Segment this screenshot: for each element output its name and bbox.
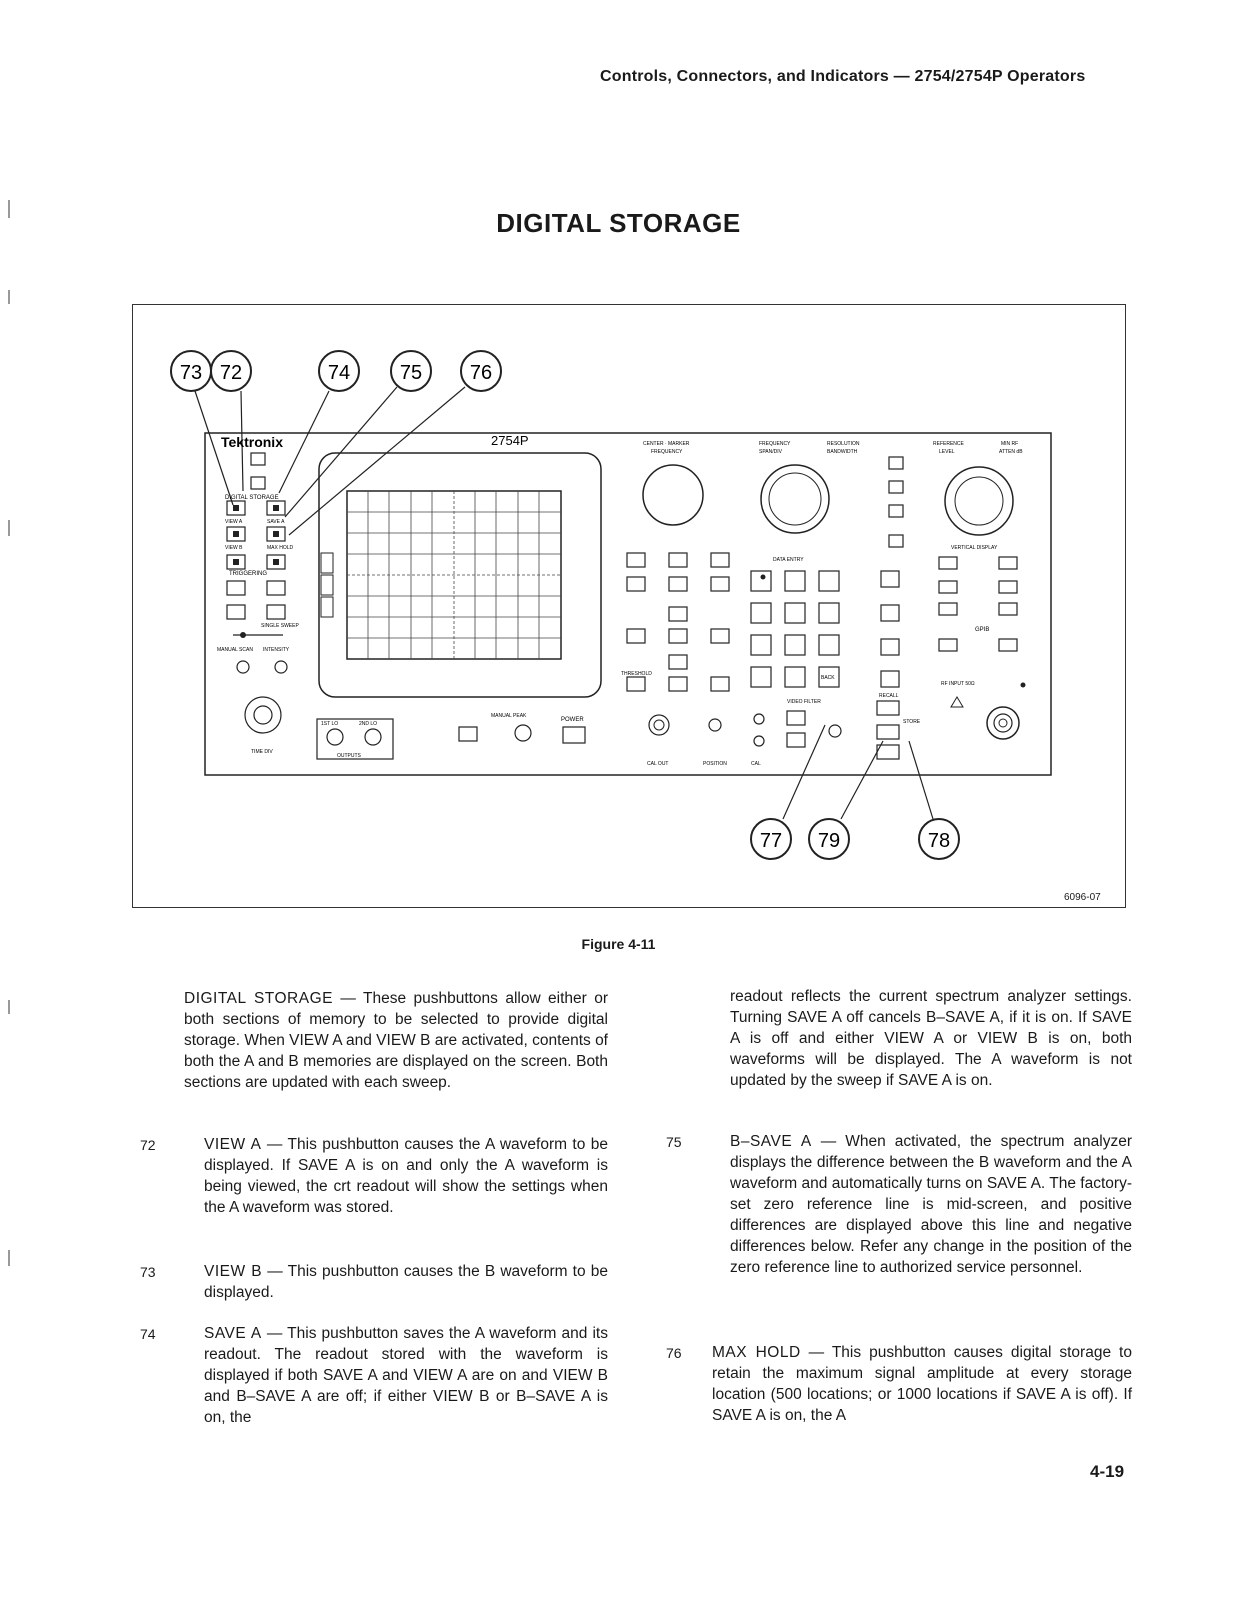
label-span-div: SPAN/DIV — [759, 449, 782, 455]
callout-73 — [171, 351, 211, 391]
label-store: STORE — [903, 719, 921, 725]
callout-77 — [751, 819, 791, 859]
label-vertical-display: VERTICAL DISPLAY — [951, 545, 998, 551]
running-header: Controls, Connectors, and Indicators — 2754/2754P Operators — [600, 68, 1086, 85]
callout-78 — [919, 819, 959, 859]
callout-label: 76 — [469, 362, 493, 384]
label-digital-storage: DIGITAL STORAGE — [225, 495, 279, 501]
label-triggering: TRIGGERING — [229, 571, 268, 577]
label-output-1: 1ST LO — [321, 721, 339, 727]
item-term: B–SAVE A — [730, 1133, 812, 1150]
cal-out-connector — [649, 715, 669, 735]
callout-label: 73 — [179, 362, 203, 384]
label-level: LEVEL — [939, 449, 955, 455]
item-74-text — [204, 1323, 608, 1428]
intro-paragraph — [184, 988, 608, 1093]
label-bandwidth: BANDWIDTH — [827, 449, 858, 455]
video-filter-buttons — [787, 711, 805, 747]
power-switch — [563, 727, 585, 743]
label-rf-input: RF INPUT 50Ω — [941, 681, 975, 687]
time-div-knob — [245, 697, 281, 733]
side-tabs — [321, 553, 333, 617]
label-power: POWER — [561, 717, 584, 723]
label-time-div: TIME DIV — [251, 749, 273, 755]
item-description: — This pushbutton causes the B waveform to be displayed. — [204, 1263, 608, 1301]
item-term: SAVE A — [204, 1325, 262, 1342]
label-outputs: OUTPUTS — [337, 753, 361, 759]
brand-logo: Tektronix — [221, 434, 283, 450]
label-atten-db: ATTEN dB — [999, 449, 1023, 455]
front-panel-drawing — [133, 305, 1125, 907]
label-recall: RECALL — [879, 693, 899, 699]
label-manual-peak: MANUAL PEAK — [491, 713, 527, 719]
item-number: 76 — [666, 1345, 682, 1361]
item-76-text — [712, 1342, 1132, 1426]
label-position: POSITION — [703, 761, 727, 767]
scan-mark — [8, 290, 10, 304]
item-term: MAX HOLD — [712, 1344, 801, 1361]
callout-label: 74 — [327, 362, 351, 384]
intro-term: DIGITAL STORAGE — [184, 990, 333, 1007]
callout-label: 78 — [927, 830, 951, 852]
figure-frame — [132, 304, 1126, 908]
callout-label: 72 — [219, 362, 243, 384]
label-freq-span: FREQUENCY — [759, 441, 791, 447]
item-73-text — [204, 1261, 608, 1303]
label-video-filter: VIDEO FILTER — [787, 699, 821, 705]
label-single-sweep: SINGLE SWEEP — [261, 623, 299, 629]
label-center-marker: CENTER · MARKER — [643, 441, 690, 447]
label-max-hold: MAX HOLD — [267, 545, 294, 551]
item-number: 74 — [140, 1326, 156, 1342]
item-number: 75 — [666, 1134, 682, 1150]
item-description: — This pushbutton causes the A waveform to be displayed. If SAVE A is on and only the A waveform is being viewed, the crt readout will show the settings when the A waveform was stored. — [204, 1136, 609, 1216]
right-buttons — [939, 557, 1017, 651]
scan-mark — [8, 1250, 10, 1266]
callout-72 — [211, 351, 251, 391]
item-term: VIEW B — [204, 1263, 263, 1280]
item-72-text — [204, 1134, 608, 1218]
label-cal: CAL — [751, 761, 761, 767]
intro-text: — These pushbuttons allow either or both sections of memory to be selected to provide digital storage. When VIEW A and VIEW B are activated, contents of both the A and B memories are displayed on the screen. Both sections are updated with each sweep. — [184, 990, 608, 1091]
button-centers — [233, 505, 279, 565]
label-reference: REFERENCE — [933, 441, 964, 447]
scan-mark — [8, 1000, 10, 1014]
graticule-lines — [347, 491, 561, 659]
item-term: VIEW A — [204, 1136, 262, 1153]
page-number: 4-19 — [1090, 1462, 1125, 1481]
continuation-paragraph: readout reflects the current spectrum analyzer settings. Turning SAVE A off cancels B–SAVE A, if it is on. If SAVE A is off and either VIEW A or VIEW B is on, both waveforms will be displayed. The A waveform is not updated by the sweep if SAVE A is on. — [730, 988, 1132, 1089]
section-title: DIGITAL STORAGE — [496, 208, 741, 238]
callout-75 — [391, 351, 431, 391]
item-description: — This pushbutton causes digital storage to retain the maximum signal amplitude at every storage location (500 locations; or 1000 locations if SAVE A is off). If SAVE A is on, the A — [712, 1344, 1132, 1424]
label-cal-out: CAL OUT — [647, 761, 669, 767]
item-75-text — [730, 1131, 1132, 1278]
figure-caption: Figure 4-11 — [581, 936, 656, 952]
label-data-entry: DATA ENTRY — [773, 557, 804, 563]
manual-peak-knob — [515, 725, 531, 741]
label-manual-scan: MANUAL SCAN — [217, 647, 253, 653]
label-threshold: THRESHOLD — [621, 671, 652, 677]
callout-label: 77 — [759, 830, 783, 852]
scan-mark — [8, 520, 10, 536]
item-description: — When activated, the spectrum analyzer displays the difference between the B waveform and the A waveform and automatically turns on SAVE A. The factory-set zero reference line is mid-screen, and positive differences are displayed above this line and negative differences below. Refer any change in the position of the zero reference line to authorized service personnel. — [730, 1133, 1132, 1276]
label-output-2: 2ND LO — [359, 721, 378, 727]
span-resolution-knob — [761, 465, 829, 533]
center-frequency-knob — [643, 465, 703, 525]
item-number: 73 — [140, 1264, 156, 1280]
rf-input-connector — [987, 707, 1019, 739]
keypad — [751, 571, 839, 687]
callout-76 — [461, 351, 501, 391]
label-gpib: GPIB — [975, 627, 990, 633]
label-save-a: SAVE A — [267, 519, 285, 525]
model-label: 2754P — [491, 433, 529, 448]
label-view-a: VIEW A — [225, 519, 243, 525]
callout-label: 75 — [399, 362, 423, 384]
item-description: — This pushbutton saves the A waveform and its readout. The readout stored with the waveform is displayed if both SAVE A and VIEW A are on and VIEW B and B–SAVE A are off; if either VIEW B or B–SAVE A is on, the — [204, 1325, 608, 1426]
callout-79 — [809, 819, 849, 859]
label-intensity: INTENSITY — [263, 647, 290, 653]
figure-id: 6096-07 — [1064, 892, 1101, 903]
mid-column-buttons — [877, 457, 903, 759]
label-frequency: FREQUENCY — [651, 449, 683, 455]
label-view-b: VIEW B — [225, 545, 243, 551]
label-resolution: RESOLUTION — [827, 441, 860, 447]
callout-label: 79 — [817, 830, 841, 852]
callout-74 — [319, 351, 359, 391]
label-back: BACK — [821, 675, 835, 681]
label-min-rf: MIN RF — [1001, 441, 1019, 447]
item-number: 72 — [140, 1137, 156, 1153]
